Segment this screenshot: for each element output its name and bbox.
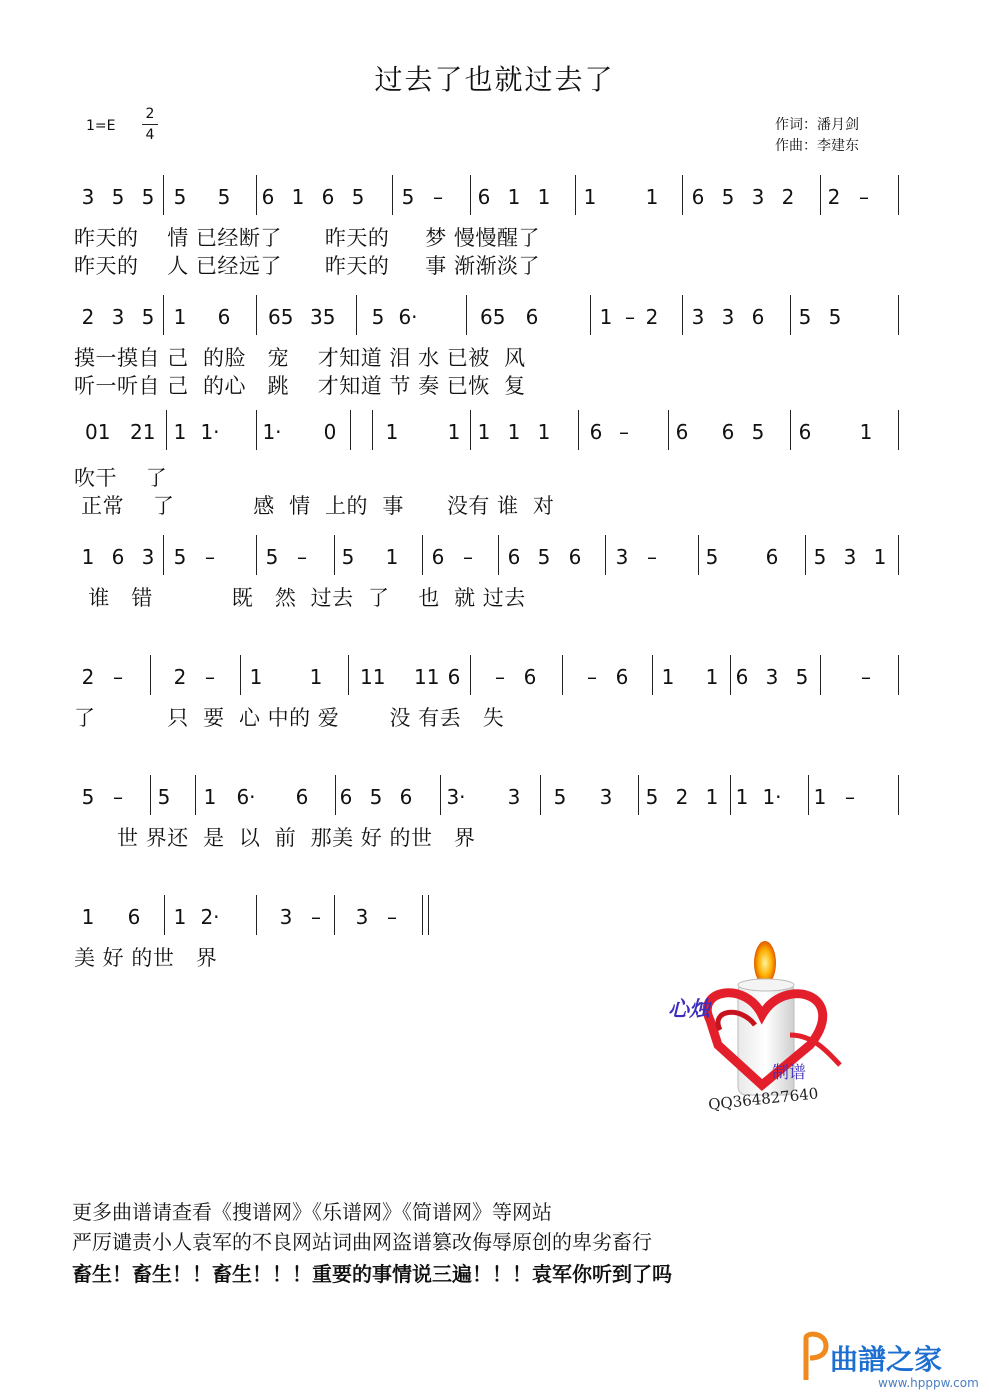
bar-line [334, 895, 335, 935]
bar-line [790, 295, 791, 335]
bar-line [150, 775, 151, 815]
note: 1 [859, 420, 873, 444]
note: 1 [203, 785, 217, 809]
note: 5 [81, 785, 95, 809]
bar-line [898, 175, 899, 215]
note: 1 [385, 545, 399, 569]
bar-line [498, 535, 499, 575]
bar-line [350, 410, 351, 450]
note: 2 [645, 305, 659, 329]
bar-line [428, 895, 429, 935]
lyric-line: 摸一摸自 己 的脸 宠 才知道 泪 水 已被 风 [74, 346, 526, 370]
note: – [625, 305, 635, 329]
site-logo-icon [800, 1330, 830, 1388]
bar-line [562, 655, 563, 695]
bar-line [164, 895, 165, 935]
bar-line [372, 410, 373, 450]
bar-line [195, 775, 196, 815]
note: 6 [431, 545, 445, 569]
note: – [619, 420, 629, 444]
note: 6 [751, 305, 765, 329]
note: – [113, 665, 123, 689]
footer-line-2: 严厉谴责小人袁军的不良网站词曲网盗谱篡改侮辱原创的卑劣畜行 [72, 1230, 652, 1254]
note: 65 [480, 305, 506, 329]
note: 1 [705, 665, 719, 689]
made-label: 制谱 [772, 1063, 806, 1083]
note: 5 [141, 185, 155, 209]
bar-line [808, 775, 809, 815]
note: 5 [795, 665, 809, 689]
note: – [113, 785, 123, 809]
footer-line-3: 畜生！畜生！！畜生！！！重要的事情说三遍！！！袁军你听到了吗 [72, 1262, 672, 1286]
bar-line [256, 410, 257, 450]
bar-line [578, 410, 579, 450]
note: 1 [705, 785, 719, 809]
note: 01 [85, 420, 111, 444]
note: – [297, 545, 307, 569]
note: 1 [447, 420, 461, 444]
note: 35 [310, 305, 336, 329]
bar-line [356, 295, 357, 335]
note: – [433, 185, 443, 209]
bar-line [638, 775, 639, 815]
note: 6 [111, 545, 125, 569]
note: 1 [291, 185, 305, 209]
note: 3 [691, 305, 705, 329]
bar-line [256, 895, 257, 935]
bar-line [166, 410, 167, 450]
note: 1 [173, 305, 187, 329]
note: 6 [477, 185, 491, 209]
note: 5 [341, 545, 355, 569]
bar-line [898, 655, 899, 695]
note: 3 [355, 905, 369, 929]
time-signature-bottom: 4 [142, 124, 158, 145]
note: 6 [615, 665, 629, 689]
bar-line [240, 655, 241, 695]
note: 5 [537, 545, 551, 569]
note: 6 [399, 785, 413, 809]
bar-line [470, 655, 471, 695]
bar-line [422, 895, 423, 935]
note: 6 [568, 545, 582, 569]
note: 6· [236, 785, 256, 809]
note: 1 [173, 420, 187, 444]
bar-line [335, 775, 336, 815]
bar-line [256, 295, 257, 335]
bar-line [698, 535, 699, 575]
bar-line [470, 410, 471, 450]
note: 3 [721, 305, 735, 329]
note: 1 [385, 420, 399, 444]
note: 2 [81, 305, 95, 329]
bar-line [730, 775, 731, 815]
note: 65 [268, 305, 294, 329]
note: – [205, 545, 215, 569]
bar-line [422, 535, 423, 575]
note: 2 [173, 665, 187, 689]
note: 1 [735, 785, 749, 809]
note: 1 [249, 665, 263, 689]
note: 5 [751, 420, 765, 444]
note: 3 [141, 545, 155, 569]
note: 3 [111, 305, 125, 329]
note: 1 [599, 305, 613, 329]
qq-number: QQ364827640 [707, 1084, 820, 1114]
note: 6 [798, 420, 812, 444]
bar-line [334, 535, 335, 575]
note: 1· [262, 420, 282, 444]
note: 5 [813, 545, 827, 569]
note: – [647, 545, 657, 569]
note: 1 [645, 185, 659, 209]
note: 6 [525, 305, 539, 329]
bar-line [540, 775, 541, 815]
note: 6 [507, 545, 521, 569]
bar-line [682, 295, 683, 335]
note: 1 [477, 420, 491, 444]
note: 11 [360, 665, 386, 689]
note: 6 [339, 785, 353, 809]
note: 1 [507, 185, 521, 209]
bar-line [898, 775, 899, 815]
bar-line [440, 775, 441, 815]
bar-line [470, 175, 471, 215]
bar-line [682, 175, 683, 215]
bar-line [898, 535, 899, 575]
note: – [861, 665, 871, 689]
candle-heart-icon [690, 935, 850, 1110]
note: 5 [141, 305, 155, 329]
bar-line [575, 175, 576, 215]
note: 6 [589, 420, 603, 444]
bar-line [790, 410, 791, 450]
site-url: www.hpppw.com [878, 1376, 979, 1390]
key-signature: 1=E [86, 118, 116, 134]
note: 6 [691, 185, 705, 209]
lyric-line: 世 界还 是 以 前 那美 好 的世 界 [74, 826, 476, 850]
note: 5 [217, 185, 231, 209]
bar-line [605, 535, 606, 575]
note: 5 [798, 305, 812, 329]
note: 5 [371, 305, 385, 329]
bar-line [163, 295, 164, 335]
note: 1 [507, 420, 521, 444]
note: – [845, 785, 855, 809]
note: 3 [751, 185, 765, 209]
bar-line [898, 410, 899, 450]
note: 5 [553, 785, 567, 809]
note: 0 [323, 420, 337, 444]
bar-line [163, 535, 164, 575]
note: 2 [827, 185, 841, 209]
note: 2 [675, 785, 689, 809]
time-signature-top: 2 [145, 106, 155, 122]
note: 2· [200, 905, 220, 929]
bar-line [256, 535, 257, 575]
note: 3 [81, 185, 95, 209]
note: 5 [265, 545, 279, 569]
bar-line [163, 175, 164, 215]
note: 6 [447, 665, 461, 689]
note: 3 [843, 545, 857, 569]
note: 3· [446, 785, 466, 809]
note: 1 [873, 545, 887, 569]
song-title: 过去了也就过去了 [374, 63, 615, 96]
note: 5 [721, 185, 735, 209]
note: 5 [157, 785, 171, 809]
lyricist-credit: 作词：潘月剑 [775, 117, 859, 133]
bar-line [898, 295, 899, 335]
note: 3 [279, 905, 293, 929]
note: 5 [351, 185, 365, 209]
note: – [495, 665, 505, 689]
note: 6 [127, 905, 141, 929]
note: 5 [705, 545, 719, 569]
note: 2 [81, 665, 95, 689]
lyric-line: 听一听自 己 的心 跳 才知道 节 奏 已恢 复 [74, 374, 526, 398]
bar-line [730, 655, 731, 695]
note: 3 [599, 785, 613, 809]
bar-line [348, 655, 349, 695]
note: 6 [321, 185, 335, 209]
bar-line [466, 295, 467, 335]
note: 11 [414, 665, 440, 689]
lyric-line: 了 只 要 心 中的 爱 没 有丢 失 [74, 706, 505, 730]
note: – [311, 905, 321, 929]
note: 21 [130, 420, 156, 444]
note: 6 [675, 420, 689, 444]
note: 3 [615, 545, 629, 569]
note: 3 [765, 665, 779, 689]
note: 6 [261, 185, 275, 209]
bar-line [392, 175, 393, 215]
bar-line [805, 535, 806, 575]
note: – [859, 185, 869, 209]
note: – [463, 545, 473, 569]
note: 1· [762, 785, 782, 809]
note: 3 [507, 785, 521, 809]
bar-line [820, 175, 821, 215]
note: 6 [765, 545, 779, 569]
studio-mark: 心烛 [668, 997, 710, 1021]
note: 5 [401, 185, 415, 209]
note: 2 [781, 185, 795, 209]
lyric-line: 谁 错 既 然 过去 了 也 就 过去 [74, 586, 526, 610]
footer-line-1: 更多曲谱请查看《搜谱网》《乐谱网》《简谱网》等网站 [72, 1200, 552, 1224]
bar-line [150, 655, 151, 695]
note: 5 [173, 185, 187, 209]
note: 6 [523, 665, 537, 689]
lyric-line: 吹干 了 [74, 466, 168, 490]
note: 6 [721, 420, 735, 444]
bar-line [652, 655, 653, 695]
lyric-line: 昨天的 情 已经断了 昨天的 梦 慢慢醒了 [74, 226, 540, 250]
note: 1 [173, 905, 187, 929]
bar-line [820, 655, 821, 695]
note: 1 [583, 185, 597, 209]
note: 1 [661, 665, 675, 689]
lyric-line: 昨天的 人 已经远了 昨天的 事 渐渐淡了 [74, 254, 540, 278]
lyric-line: 美 好 的世 界 [74, 946, 218, 970]
bar-line [668, 410, 669, 450]
note: 1 [537, 420, 551, 444]
note: – [205, 665, 215, 689]
note: 1· [200, 420, 220, 444]
note: 6· [398, 305, 418, 329]
note: 6 [295, 785, 309, 809]
note: 6 [735, 665, 749, 689]
site-logo-name: 曲譜之家 [830, 1343, 943, 1376]
note: 5 [111, 185, 125, 209]
bar-line [256, 175, 257, 215]
note: 5 [645, 785, 659, 809]
note: 1 [81, 905, 95, 929]
note: 5 [828, 305, 842, 329]
composer-credit: 作曲：李建东 [775, 138, 859, 154]
time-signature [142, 104, 158, 145]
bar-line [590, 295, 591, 335]
note: 1 [81, 545, 95, 569]
note: 1 [537, 185, 551, 209]
note: 5 [173, 545, 187, 569]
note: 1 [813, 785, 827, 809]
note: – [387, 905, 397, 929]
note: 6 [217, 305, 231, 329]
lyric-line: 正常 了 感 情 上的 事 没有 谁 对 [74, 494, 555, 518]
note: 5 [369, 785, 383, 809]
note: 1 [309, 665, 323, 689]
note: – [587, 665, 597, 689]
